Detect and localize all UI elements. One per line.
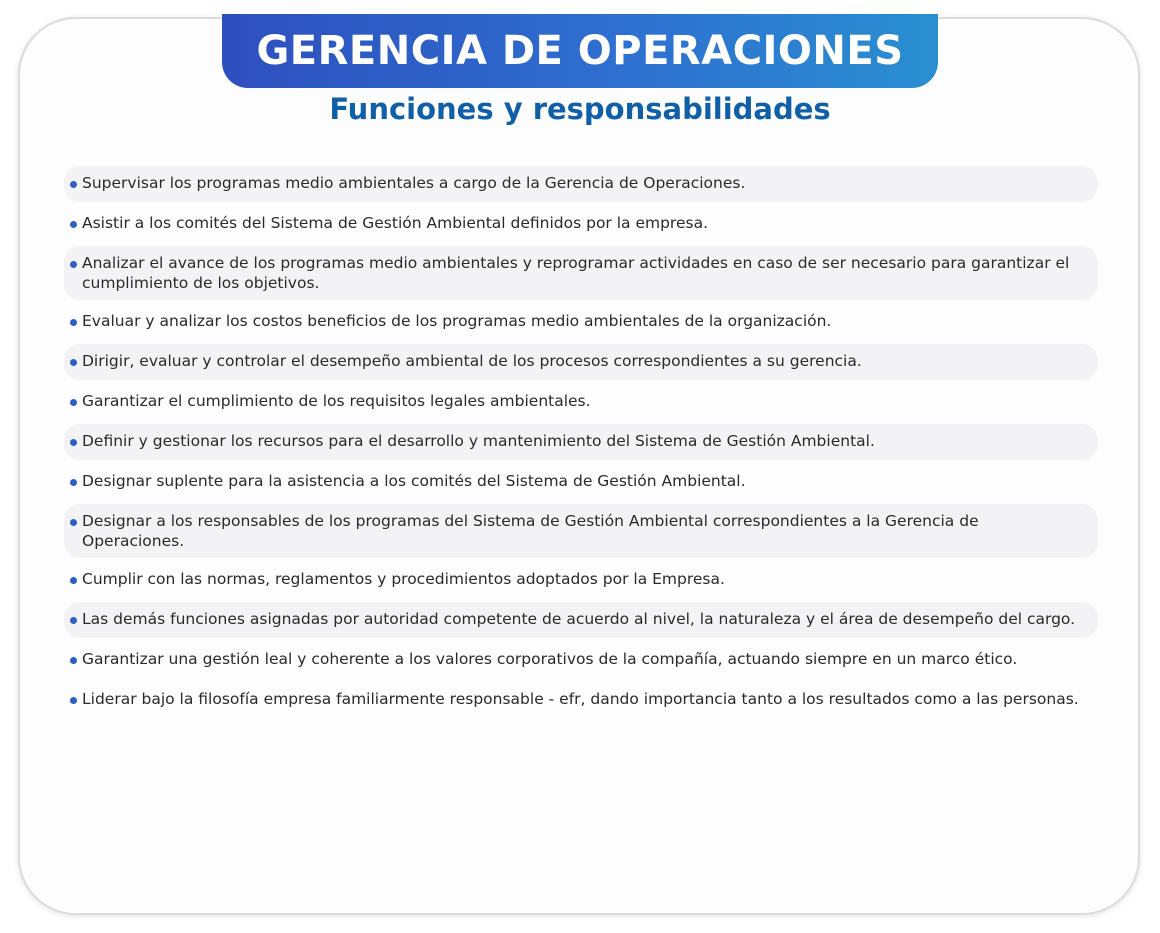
list-item-text: Liderar bajo la filosofía empresa familiarmente responsable - efr, dando importancia tanto a los resultados como a las personas. xyxy=(82,690,1079,708)
list-item xyxy=(64,602,1098,638)
responsibilities-list xyxy=(64,166,1098,722)
list-item xyxy=(64,424,1098,460)
list-item xyxy=(64,504,1098,558)
list-item xyxy=(64,384,1098,420)
bullet-dot-icon xyxy=(70,657,77,664)
list-item-text: Las demás funciones asignadas por autoridad competente de acuerdo al nivel, la naturaleza y el área de desempeño del cargo. xyxy=(82,610,1076,628)
bullet-dot-icon xyxy=(70,519,77,526)
list-item xyxy=(64,464,1098,500)
list-item-text: Analizar el avance de los programas medio ambientales y reprogramar actividades en caso de ser necesario para garantizar el cumplimiento de los objetivos. xyxy=(82,254,1070,292)
title-banner xyxy=(222,14,938,88)
list-item-text: Designar suplente para la asistencia a los comités del Sistema de Gestión Ambiental. xyxy=(82,472,746,490)
list-item-text: Garantizar una gestión leal y coherente a los valores corporativos de la compañía, actuando siempre en un marco ético. xyxy=(82,650,1018,668)
bullet-dot-icon xyxy=(70,697,77,704)
list-item xyxy=(64,166,1098,202)
page-title: GERENCIA DE OPERACIONES xyxy=(256,28,904,74)
list-item xyxy=(64,344,1098,380)
list-item-text: Asistir a los comités del Sistema de Gestión Ambiental definidos por la empresa. xyxy=(82,214,709,232)
bullet-dot-icon xyxy=(70,221,77,228)
list-item-text: Cumplir con las normas, reglamentos y procedimientos adoptados por la Empresa. xyxy=(82,570,725,588)
list-item-text: Designar a los responsables de los programas del Sistema de Gestión Ambiental correspondientes a la Gerencia de Operaciones. xyxy=(82,512,979,550)
bullet-dot-icon xyxy=(70,319,77,326)
list-item xyxy=(64,682,1098,718)
list-item xyxy=(64,562,1098,598)
bullet-dot-icon xyxy=(70,617,77,624)
list-item xyxy=(64,642,1098,678)
list-item xyxy=(64,304,1098,340)
list-item-text: Dirigir, evaluar y controlar el desempeño ambiental de los procesos correspondientes a su gerencia. xyxy=(82,352,862,370)
list-item xyxy=(64,206,1098,242)
list-item-text: Supervisar los programas medio ambientales a cargo de la Gerencia de Operaciones. xyxy=(82,174,746,192)
bullet-dot-icon xyxy=(70,577,77,584)
list-item xyxy=(64,246,1098,300)
bullet-dot-icon xyxy=(70,439,77,446)
bullet-dot-icon xyxy=(70,399,77,406)
list-item-text: Evaluar y analizar los costos beneficios de los programas medio ambientales de la organización. xyxy=(82,312,832,330)
list-item-text: Garantizar el cumplimiento de los requisitos legales ambientales. xyxy=(82,392,591,410)
bullet-dot-icon xyxy=(70,359,77,366)
bullet-dot-icon xyxy=(70,479,77,486)
bullet-dot-icon xyxy=(70,181,77,188)
list-item-text: Definir y gestionar los recursos para el desarrollo y mantenimiento del Sistema de Gestión Ambiental. xyxy=(82,432,875,450)
bullet-dot-icon xyxy=(70,261,77,268)
page-subtitle: Funciones y responsabilidades xyxy=(329,92,831,126)
